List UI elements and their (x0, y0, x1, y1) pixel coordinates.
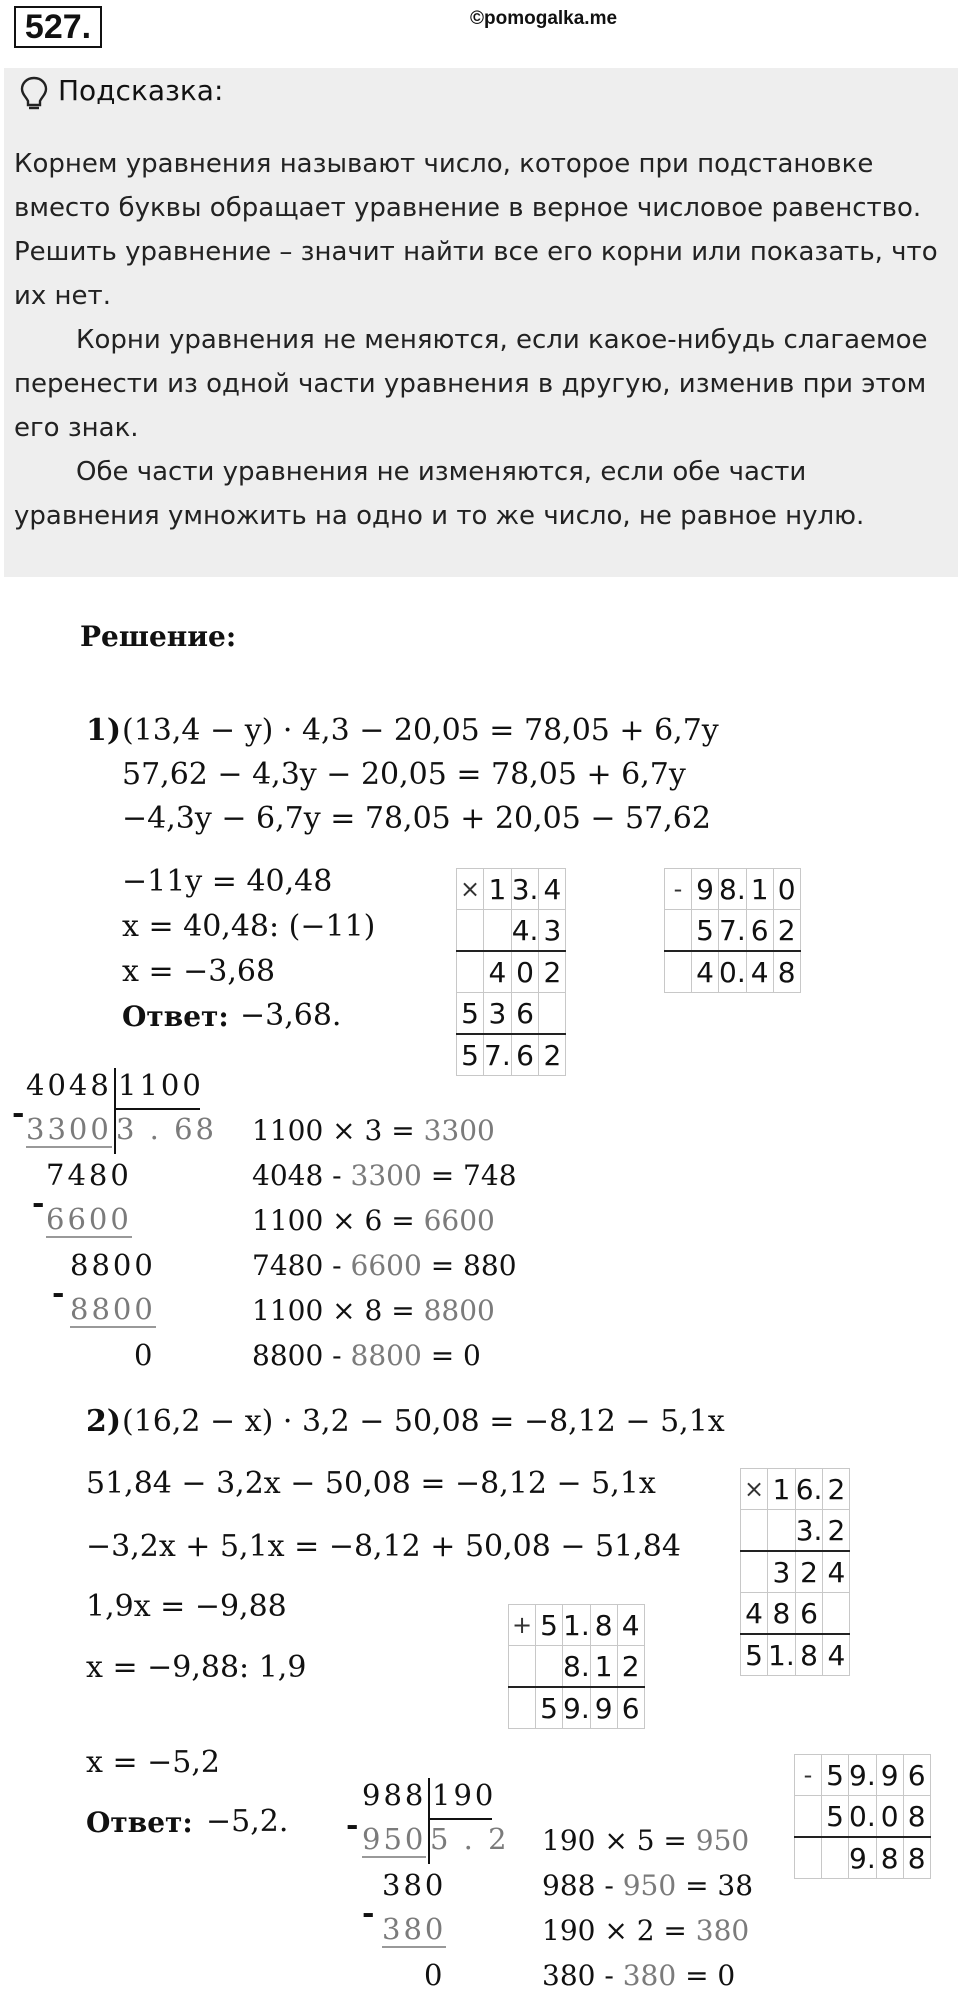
part2-line-6: x = −5,2 (86, 1745, 220, 1780)
step-gray: 380 (695, 1914, 750, 1947)
hint-paragraph-1: Корнем уравнения называют число, которое при подстановке вместо буквы обращает уравнение в верное числовое равенство. (14, 149, 922, 223)
grid-cell: 4. (511, 910, 539, 952)
grid-cell (484, 910, 512, 952)
grid-cell: × (741, 1469, 768, 1510)
grid-cell: + (509, 1605, 536, 1646)
grid-cell: 0 (773, 869, 800, 910)
grid-cell: 3. (511, 869, 539, 910)
step-gray: 3300 (350, 1159, 422, 1192)
grid-cell (741, 1510, 768, 1552)
grid-cell: 2 (773, 910, 800, 952)
grid-cell: 6 (903, 1755, 930, 1796)
div2-remainder-1: 380 (382, 1868, 447, 1902)
div2-step-4 (542, 1959, 735, 1992)
step-gray: 380 (622, 1959, 677, 1992)
grid-cell (536, 1646, 563, 1688)
grid-cell: 5 (536, 1605, 563, 1646)
div1-step-2 (252, 1159, 517, 1192)
step-tail: = 748 (421, 1159, 517, 1192)
part1-answer-label: Ответ: (122, 1000, 229, 1033)
step-text: 8800 - (252, 1339, 351, 1372)
div2-minus-2: - (362, 1896, 375, 1931)
grid-cell: 2 (823, 1510, 850, 1552)
hint-paragraph-4: Обе части уравнения не изменяются, если обе части уравнения умножить на одно и то же число, не равное нулю. (14, 457, 865, 531)
grid-cell: 4 (746, 951, 773, 993)
step-tail: = 38 (676, 1869, 754, 1902)
grid-cell: 1 (484, 869, 512, 910)
step-text: 4048 - (252, 1159, 351, 1192)
grid-cell: 2 (795, 1551, 823, 1593)
grid-cell (741, 1551, 768, 1593)
div2-divisor: 190 (432, 1778, 497, 1812)
grid-cell: 4 (617, 1605, 644, 1646)
step-tail: = 880 (421, 1249, 517, 1282)
div2-sub-2: 380 (382, 1912, 447, 1946)
grid-cell (823, 1593, 850, 1635)
part2-line-5: x = −9,88: 1,9 (86, 1650, 307, 1685)
grid-cell: 4 (823, 1551, 850, 1593)
part2-line-3: −3,2x + 5,1x = −8,12 + 50,08 − 51,84 (86, 1529, 681, 1564)
grid-cell: 5 (457, 993, 484, 1035)
div1-remainder-1: 7480 (46, 1158, 132, 1192)
div1-remainder-3: 0 (134, 1338, 156, 1372)
grid-cell: 4 (741, 1593, 768, 1635)
grid-cell: 1 (746, 869, 773, 910)
part1-subtraction-grid (664, 868, 801, 993)
grid-cell: 5 (822, 1796, 849, 1838)
grid-cell (509, 1646, 536, 1688)
grid-cell: 5 (692, 910, 719, 952)
part2-subtraction-grid (794, 1754, 931, 1879)
grid-cell: 1. (563, 1605, 591, 1646)
div2-quotient: 5 . 2 (430, 1822, 510, 1856)
part1-line-1: (13,4 − y) · 4,3 − 20,05 = 78,05 + 6,7y (122, 713, 719, 748)
grid-cell: 1. (768, 1634, 796, 1676)
grid-cell: 3. (795, 1510, 823, 1552)
part1-line-5: x = 40,48: (−11) (122, 909, 376, 944)
part1-line-3: −4,3y − 6,7y = 78,05 + 20,05 − 57,62 (122, 801, 711, 836)
grid-cell: 9. (563, 1687, 591, 1729)
div1-sub-2: 6600 (46, 1202, 132, 1236)
grid-cell: 4 (484, 951, 512, 993)
grid-cell: 5 (457, 1034, 484, 1076)
grid-cell: 9. (849, 1837, 877, 1879)
grid-cell: 9. (849, 1755, 877, 1796)
grid-cell (457, 910, 484, 952)
grid-cell: 1 (768, 1469, 796, 1510)
step-text: 380 - (542, 1959, 623, 1992)
grid-cell (665, 951, 692, 993)
hint-paragraph-3: Корни уравнения не меняются, если какое-нибудь слагаемое перенести из одной части уравнения в другую, изменив при этом его знак. (14, 325, 928, 443)
div2-bracket-horizontal (428, 1818, 492, 1820)
grid-cell: 9 (590, 1687, 617, 1729)
hint-title: Подсказка: (58, 74, 224, 107)
grid-cell (822, 1837, 849, 1879)
grid-cell: 0 (511, 951, 539, 993)
div1-divisor: 1100 (118, 1068, 204, 1102)
step-gray: 6600 (350, 1249, 422, 1282)
grid-cell: - (795, 1755, 822, 1796)
grid-cell: 8. (563, 1646, 591, 1688)
step-tail: = 0 (676, 1959, 736, 1992)
grid-cell (509, 1687, 536, 1729)
step-text: 1100 × 3 = (252, 1114, 424, 1147)
part2-addition-grid (508, 1604, 645, 1729)
part2-line-1: (16,2 − x) · 3,2 − 50,08 = −8,12 − 5,1x (122, 1404, 725, 1439)
grid-cell: 5 (741, 1634, 768, 1676)
solution-title: Решение: (80, 620, 237, 653)
div1-remainder-2: 8800 (70, 1248, 156, 1282)
grid-cell: 4 (539, 869, 566, 910)
div1-minus-1: - (12, 1096, 25, 1131)
div2-dividend: 988 (362, 1778, 427, 1812)
grid-cell (539, 993, 566, 1035)
hint-body (14, 142, 954, 538)
grid-cell: 7. (719, 910, 747, 952)
part2-line-4: 1,9x = −9,88 (86, 1589, 287, 1624)
div2-step-2 (542, 1869, 753, 1902)
grid-cell: 6 (617, 1687, 644, 1729)
grid-cell: 6 (511, 993, 539, 1035)
grid-cell: 5 (536, 1687, 563, 1729)
step-gray: 8800 (350, 1339, 422, 1372)
grid-cell: 6. (795, 1469, 823, 1510)
grid-cell: 8 (768, 1593, 796, 1635)
step-tail: = 0 (421, 1339, 481, 1372)
grid-cell: 1 (590, 1646, 617, 1688)
part1-multiplication-grid (456, 868, 566, 1076)
div1-step-5 (252, 1294, 495, 1327)
grid-cell: 0. (719, 951, 747, 993)
step-text: 7480 - (252, 1249, 351, 1282)
step-text: 190 × 2 = (542, 1914, 696, 1947)
part2-label: 2) (86, 1404, 122, 1439)
div2-step-1 (542, 1824, 749, 1857)
div1-step-3 (252, 1204, 495, 1237)
step-text: 988 - (542, 1869, 623, 1902)
part2-multiplication-grid (740, 1468, 850, 1676)
grid-cell: 5 (822, 1755, 849, 1796)
step-gray: 950 (695, 1824, 750, 1857)
step-text: 1100 × 8 = (252, 1294, 424, 1327)
grid-cell: 2 (617, 1646, 644, 1688)
grid-cell: 0. (849, 1796, 877, 1838)
grid-cell (665, 910, 692, 952)
step-gray: 3300 (423, 1114, 495, 1147)
grid-cell (795, 1796, 822, 1838)
grid-cell: 8 (773, 951, 800, 993)
div2-minus-1: - (346, 1808, 359, 1843)
grid-cell: 0 (876, 1796, 903, 1838)
div1-sub-3: 8800 (70, 1292, 156, 1326)
hint-paragraph-2: Решить уравнение – значит найти все его корни или показать, что их нет. (14, 237, 938, 311)
grid-cell: 8 (795, 1634, 823, 1676)
grid-cell: 6 (511, 1034, 539, 1076)
lightbulb-icon (20, 76, 48, 112)
grid-cell (768, 1510, 796, 1552)
grid-cell: 8. (719, 869, 747, 910)
grid-cell: × (457, 869, 484, 910)
div1-step-4 (252, 1249, 517, 1282)
part1-line-6: x = −3,68 (122, 954, 276, 989)
part1-answer: −3,68. (240, 998, 342, 1033)
grid-cell (795, 1837, 822, 1879)
div1-sub-1: 3300 (26, 1112, 112, 1146)
grid-cell: 7. (484, 1034, 512, 1076)
div1-quotient: 3 . 68 (116, 1112, 218, 1146)
grid-cell: 2 (823, 1469, 850, 1510)
site-watermark: ©pomogalka.me (470, 8, 618, 29)
div2-sub-1: 950 (362, 1822, 427, 1856)
part1-line-4: −11y = 40,48 (122, 864, 333, 899)
div1-dividend: 4048 (26, 1068, 112, 1102)
grid-cell: 4 (823, 1634, 850, 1676)
grid-cell: 9 (876, 1755, 903, 1796)
grid-cell: 8 (590, 1605, 617, 1646)
grid-cell: 2 (539, 951, 566, 993)
div1-step-6 (252, 1339, 481, 1372)
grid-cell: - (665, 869, 692, 910)
step-text: 1100 × 6 = (252, 1204, 424, 1237)
part1-label: 1) (86, 713, 122, 748)
grid-cell: 9 (692, 869, 719, 910)
grid-cell: 6 (746, 910, 773, 952)
grid-cell: 8 (903, 1837, 930, 1879)
div1-minus-2: - (32, 1186, 45, 1221)
grid-cell: 3 (539, 910, 566, 952)
grid-cell: 4 (692, 951, 719, 993)
div1-step-1 (252, 1114, 495, 1147)
grid-cell: 8 (903, 1796, 930, 1838)
grid-cell: 6 (795, 1593, 823, 1635)
div1-bracket-horizontal (114, 1108, 200, 1110)
grid-cell: 3 (768, 1551, 796, 1593)
grid-cell: 3 (484, 993, 512, 1035)
grid-cell: 2 (539, 1034, 566, 1076)
step-text: 190 × 5 = (542, 1824, 696, 1857)
div1-minus-3: - (52, 1276, 65, 1311)
part1-line-2: 57,62 − 4,3y − 20,05 = 78,05 + 6,7y (122, 757, 686, 792)
grid-cell: 8 (876, 1837, 903, 1879)
step-gray: 8800 (423, 1294, 495, 1327)
div2-remainder-2: 0 (424, 1958, 446, 1992)
problem-number: 527. (14, 6, 102, 48)
part2-answer-label: Ответ: (86, 1806, 193, 1839)
part2-answer: −5,2. (206, 1804, 289, 1839)
part2-line-2: 51,84 − 3,2x − 50,08 = −8,12 − 5,1x (86, 1466, 656, 1501)
step-gray: 950 (622, 1869, 677, 1902)
grid-cell (457, 951, 484, 993)
step-gray: 6600 (423, 1204, 495, 1237)
div2-step-3 (542, 1914, 749, 1947)
